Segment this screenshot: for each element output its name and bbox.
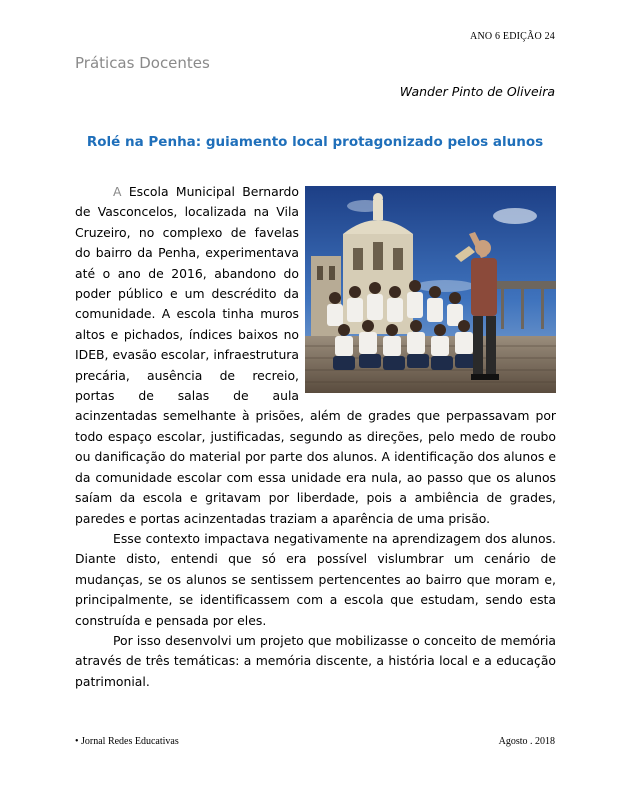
footer-journal: • Jornal Redes Educativas: [75, 736, 179, 747]
author-name: Wander Pinto de Oliveira: [399, 84, 555, 99]
paragraph-1-text: Escola Municipal Bernardo de Vasconcelos, localizada na Vila Cruzeiro, no complexo de favelas do bairro da Penha, experimentava até o ano de 2016, abandono do poder público e um descrédito da comunidade. A escola tinha muros altos e pichados, índices baixos no IDEB, evasão escolar, infraestrutura precária, ausência de recreio, portas de salas de aula acinzentadas semelhante à prisões, além de grades que perpassavam por todo espaço escolar, justificadas, segundo as direções, pelo medo de roubo ou danificação do material por parte dos alunos. A identificação dos alunos e da comunidade escolar com essa unidade era nula, ao passo que os alunos saíam da escola e gritavam por liberdade, pois a ambiência de grades, paredes e portas acinzentadas traziam a aparência de uma prisão.: [75, 184, 556, 526]
edition-label: ANO 6 EDIÇÃO 24: [470, 31, 555, 42]
footer-date: Agosto . 2018: [498, 736, 555, 747]
students-group-photo: [305, 186, 556, 393]
paragraph-3: Por isso desenvolvi um projeto que mobilizasse o conceito de memória através de três temáticas: a memória discente, a história local e a educação patrimonial.: [75, 632, 556, 689]
article-body: [75, 182, 556, 692]
paragraph-2: Esse contexto impactava negativamente na aprendizagem dos alunos. Diante disto, entendi que só era possível vislumbrar um cenário de mudanças, se os alunos se sentissem pertencentes ao bairro que moram e, principalmente, se identificassem com a escola que estudam, sendo esta construída e pensada por eles.: [75, 530, 556, 628]
paragraph-1: [75, 182, 556, 529]
section-title: Práticas Docentes: [75, 54, 210, 72]
article-title: Rolé na Penha: guiamento local protagonizado pelos alunos: [86, 134, 544, 150]
drop-cap: A: [113, 184, 122, 199]
